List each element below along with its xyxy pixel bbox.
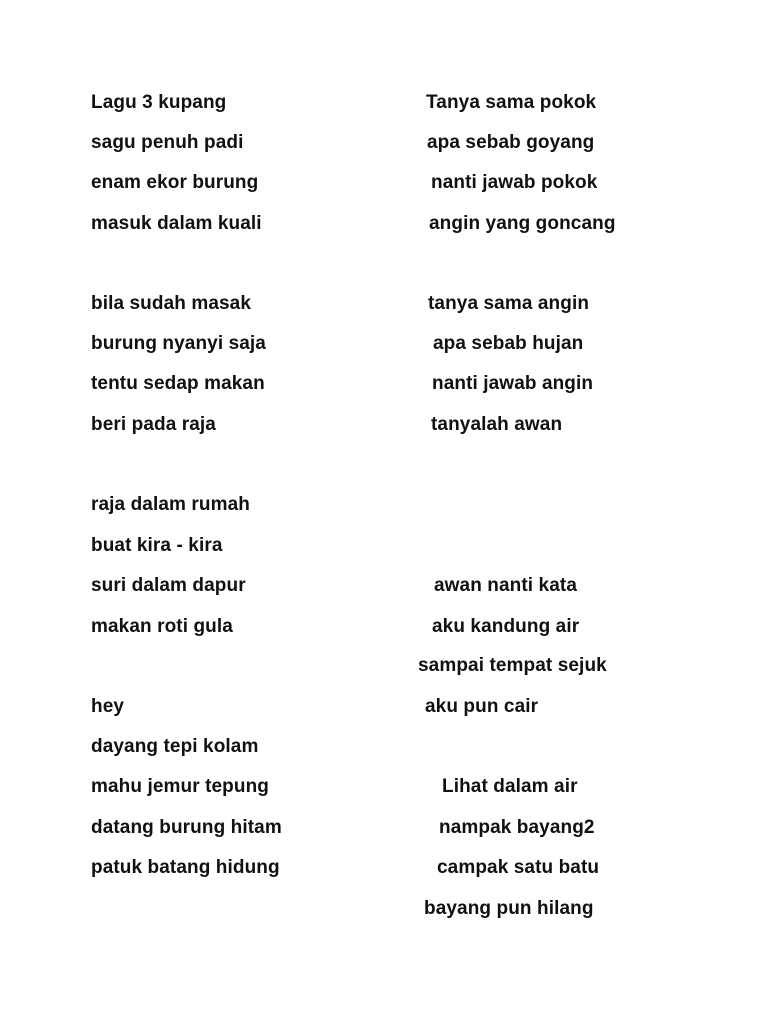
left-line: datang burung hitam bbox=[91, 817, 282, 838]
left-line: Lagu 3 kupang bbox=[91, 92, 227, 113]
left-line: masuk dalam kuali bbox=[91, 213, 262, 234]
left-line: patuk batang hidung bbox=[91, 857, 280, 878]
right-line: aku kandung air bbox=[432, 616, 580, 637]
right-line: nanti jawab pokok bbox=[431, 172, 598, 193]
left-line: sagu penuh padi bbox=[91, 132, 244, 153]
left-line: dayang tepi kolam bbox=[91, 736, 259, 757]
right-line: bayang pun hilang bbox=[424, 898, 594, 919]
left-line: mahu jemur tepung bbox=[91, 776, 269, 797]
right-line: campak satu batu bbox=[437, 857, 600, 878]
left-line: enam ekor burung bbox=[91, 172, 259, 193]
left-line: buat kira - kira bbox=[91, 535, 223, 556]
right-line: tanyalah awan bbox=[431, 414, 563, 435]
right-line: awan nanti kata bbox=[434, 575, 577, 596]
left-line: raja dalam rumah bbox=[91, 494, 250, 515]
right-line: tanya sama angin bbox=[428, 293, 590, 314]
left-line: hey bbox=[91, 696, 125, 717]
right-line: apa sebab hujan bbox=[433, 333, 584, 354]
right-line: sampai tempat sejuk bbox=[418, 655, 607, 676]
right-line: nanti jawab angin bbox=[432, 373, 594, 394]
left-line: burung nyanyi saja bbox=[91, 333, 266, 354]
right-line: angin yang goncang bbox=[429, 213, 616, 234]
right-line: apa sebab goyang bbox=[427, 132, 595, 153]
left-line: bila sudah masak bbox=[91, 293, 252, 314]
right-line: aku pun cair bbox=[425, 696, 539, 717]
right-line: nampak bayang2 bbox=[439, 817, 595, 838]
right-line: Lihat dalam air bbox=[442, 776, 578, 797]
right-line: Tanya sama pokok bbox=[426, 92, 597, 113]
left-line: tentu sedap makan bbox=[91, 373, 265, 394]
left-line: beri pada raja bbox=[91, 414, 216, 435]
left-line: suri dalam dapur bbox=[91, 575, 246, 596]
left-line: makan roti gula bbox=[91, 616, 233, 637]
